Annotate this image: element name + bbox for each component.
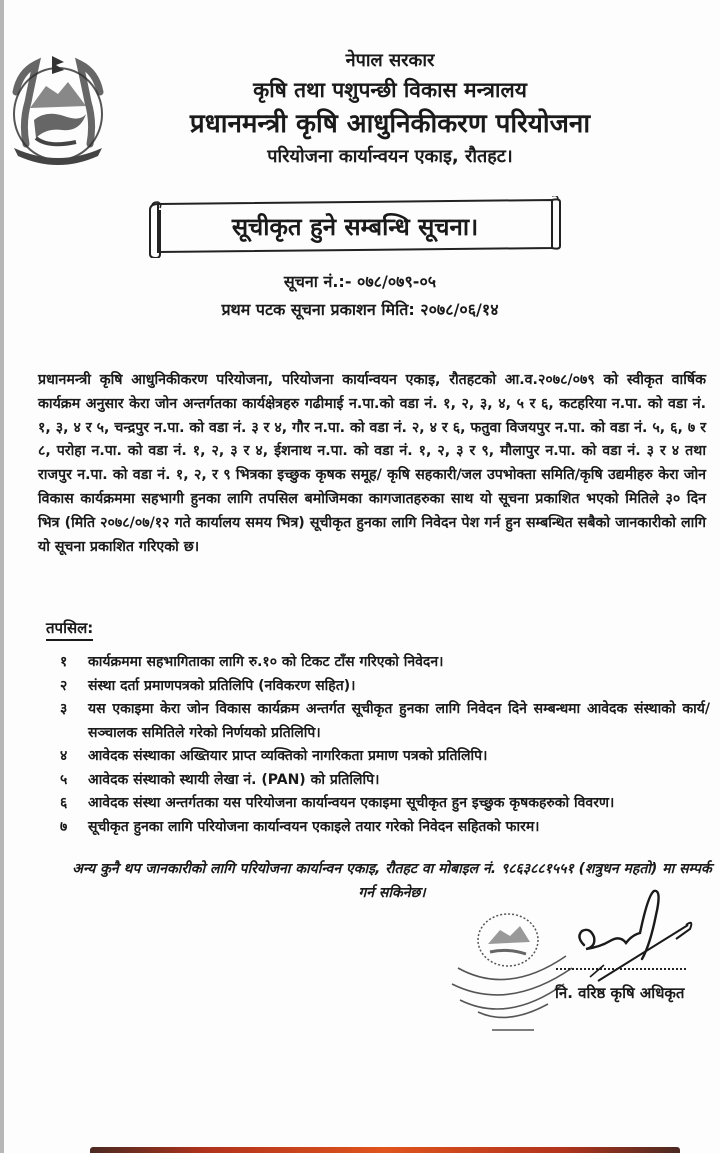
list-item-number: ५ — [60, 771, 68, 788]
list-item-text: यस एकाइमा केरा जोन विकास कार्यक्रम अन्तर्गत सूचीकृत हुनका लागि निवेदन दिने सम्बन्धमा आवेदक संस्थाको कार्य/सञ्चालक समितिले गरेको निर्णयको प्रतिलिपि। — [88, 701, 710, 741]
list-item-number: ४ — [60, 748, 68, 764]
list-item-number: ७ — [60, 818, 68, 835]
notice-title: सूचीकृत हुने सम्बन्धि सूचना। — [231, 213, 479, 241]
nepal-emblem-icon — [6, 52, 110, 170]
notice-number: सूचना नं.:- ०७८/०७९-०५ — [283, 272, 437, 291]
notice-body: प्रधानमन्त्री कृषि आधुनिकीकरण परियोजना, परियोजना कार्यान्वयन एकाइ, रौतहटको आ.व.२०७८/०७९ को स्वीकृत वार्षिक कार्यक्रम अनुसार केरा जोन अन्तर्गतका कार्यक्षेत्रहरु गढीमाई न.पा.को वडा नं. १, २, ३, ४, ५ र ६, कटहरिया न.पा. को वडा नं. १, ३, ४ र ५, चन्द्रपुर न.पा. को वडा नं. ३ र ४, गौर न.पा. को वडा नं. २, ४ र ६, फतुवा विजयपुर न.पा. को वडा नं. ५, ६, ७ र ८, परोहा न.पा. को वडा नं. १, २, ३ र ४, ईशनाथ न.पा. को वडा नं. १, २, ३ र ९, मौलापुर न.पा. को वडा नं. ३ र ४ तथा राजपुर न.पा. को वडा नं. १, २, र ९ भित्रका इच्छुक कृषक समूह/ कृषि सहकारी/जल उपभोक्ता समिति/कृषि उद्यमीहरु केरा जोन विकास कार्यक्रममा सहभागी हुनका लागि तपसिल बमोजिमका कागजातहरुका साथ यो सूचना प्रकाशित भएको मितिले ३० दिन भित्र (मिति २०७८/०७/१२ गते कार्यालय समय भित्र) सूचीकृत हुनका लागि निवेदन पेश गर्न हुन सम्बन्धित सबैको जानकारीको लागि यो सूचना प्रकाशित गरिएको छ। — [38, 372, 706, 555]
list-item-number: ६ — [60, 795, 68, 811]
list-item — [60, 769, 710, 793]
page-left-edge — [0, 0, 4, 1153]
signature-icon — [570, 885, 700, 995]
required-documents-list — [60, 651, 710, 839]
government-name: नेपाल सरकार — [345, 50, 435, 71]
publication-date: प्रथम पटक सूचना प्रकाशन मिति: २०७८/०६/१४ — [221, 300, 499, 319]
list-item — [60, 698, 710, 745]
unit-name: परियोजना कार्यान्वयन एकाइ, रौतहट। — [267, 146, 513, 167]
list-item — [60, 675, 710, 699]
list-item — [60, 651, 710, 675]
signatory-title: नि. वरिष्ठ कृषि अधिकृत — [555, 984, 685, 1002]
list-item-number: २ — [60, 677, 68, 694]
list-item-text: आवेदक संस्था अन्तर्गतका यस परियोजना कार्यान्वयन एकाइमा सूचीकृत हुन इच्छुक कृषकहरुको विवरण। — [88, 795, 615, 811]
list-item — [60, 745, 710, 769]
list-item-text: संस्था दर्ता प्रमाणपत्रको प्रतिलिपि (नविकरण सहित)। — [88, 677, 356, 694]
list-item-text: आवेदक संस्थाका अख्तियार प्राप्त व्यक्तिको नागरिकता प्रमाण पत्रको प्रतिलिपि। — [88, 748, 488, 764]
list-item — [60, 792, 710, 816]
ministry-name: कृषि तथा पशुपन्छी विकास मन्त्रालय — [253, 78, 527, 102]
contact-info: अन्य कुनै थप जानकारीको लागि परियोजना कार्यान्वन एकाइ, रौतहट वा मोबाइल नं. ९८६३८८१५५१ (शत्रुधन महतो) मा सम्पर्क गर्न सकिनेछ। — [72, 861, 712, 901]
notice-title-banner — [148, 196, 562, 258]
official-stamp-icon — [438, 908, 588, 1048]
photo-bottom-edge — [90, 1147, 680, 1153]
list-item-number: १ — [60, 654, 68, 670]
list-item — [60, 816, 710, 840]
details-heading: तपसिल: — [46, 618, 93, 641]
list-item-text: आवेदक संस्थाको स्थायी लेखा नं. (PAN) को प्रतिलिपि। — [88, 771, 380, 788]
list-item-number: ३ — [60, 701, 68, 717]
list-item-text: कार्यक्रममा सहभागिताका लागि रु.१० को टिकट टाँस गरिएको निवेदन। — [88, 654, 444, 670]
project-name: प्रधानमन्त्री कृषि आधुनिकीकरण परियोजना — [189, 109, 591, 139]
list-item-text: सूचीकृत हुनका लागि परियोजना कार्यान्वयन एकाइले तयार गरेको निवेदन सहितको फारम। — [88, 818, 540, 835]
signature-line — [556, 968, 686, 970]
